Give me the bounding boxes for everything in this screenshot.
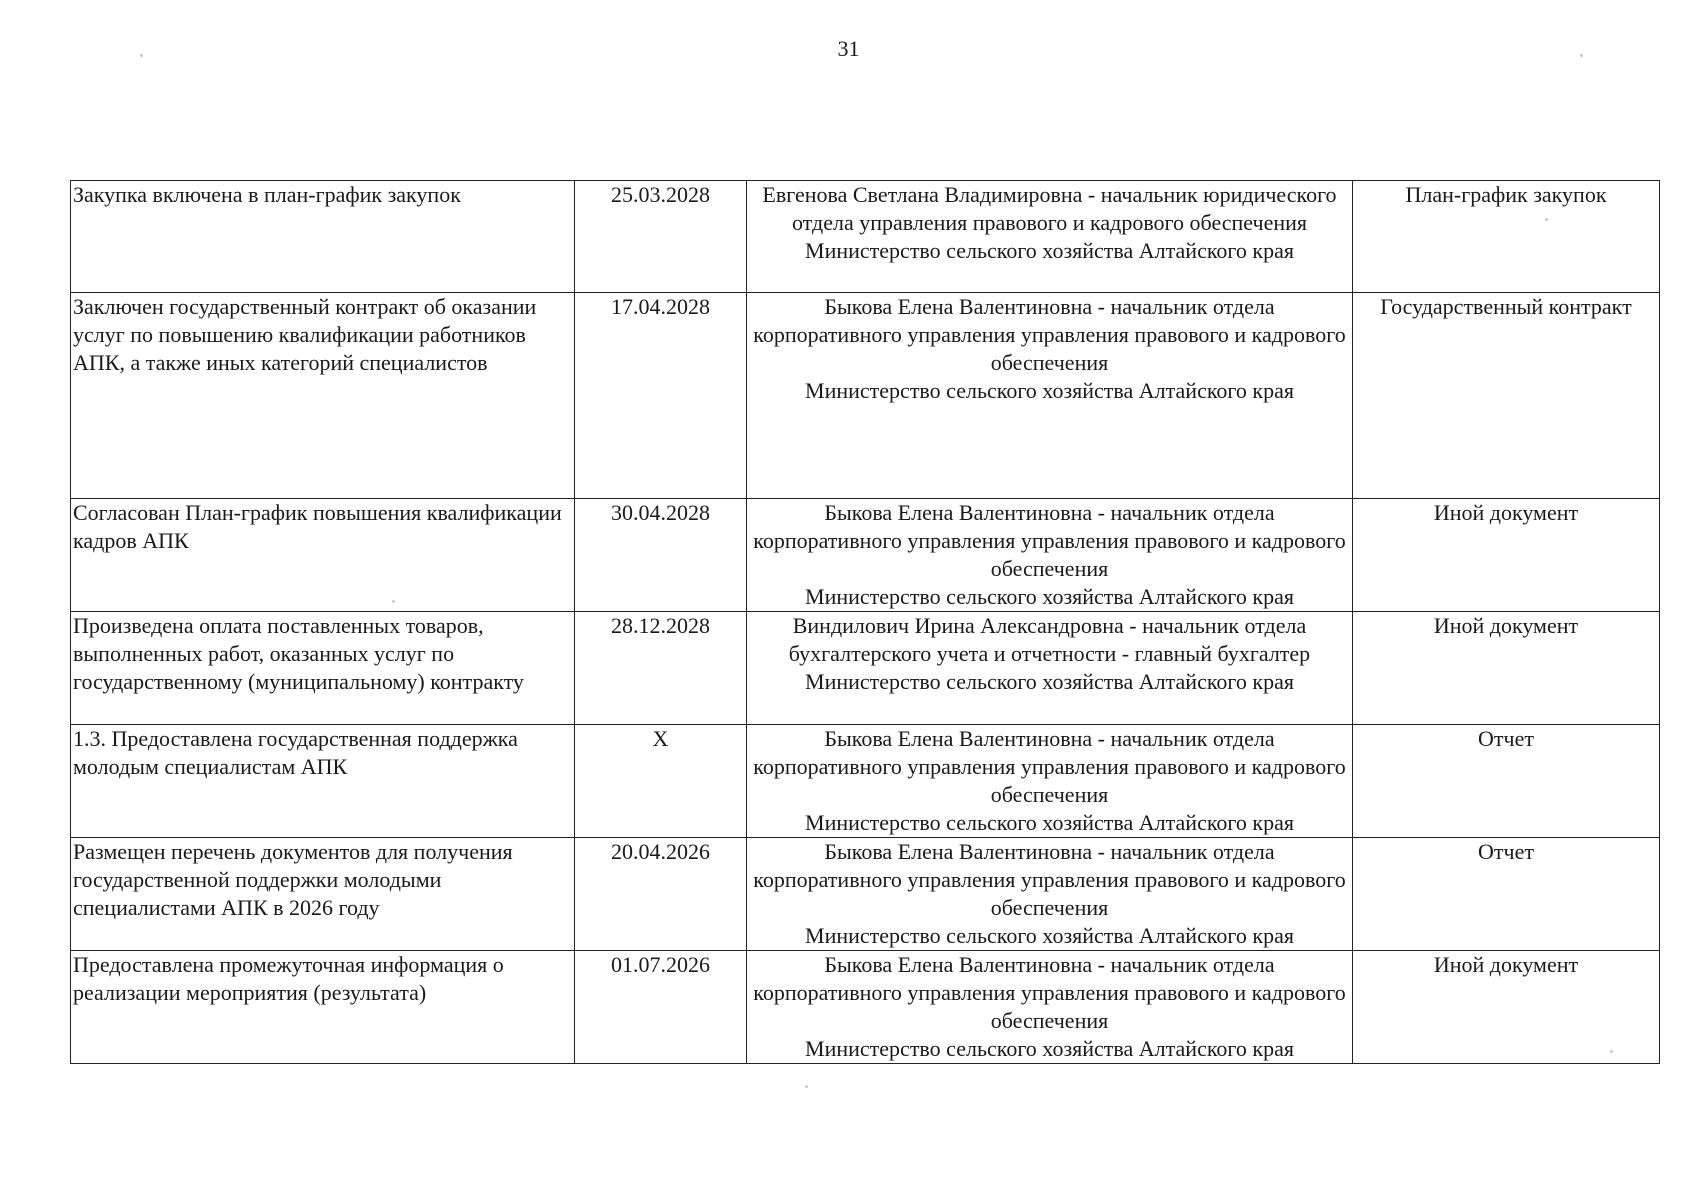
responsible-cell (747, 293, 1353, 499)
event-cell: Заключен государственный контракт об оказании услуг по повышению квалификации работников АПК, а также иных категорий специалистов (71, 293, 575, 499)
responsible-cell (747, 951, 1353, 1064)
responsible-cell (747, 838, 1353, 951)
responsible-person: Виндилович Ирина Александровна - начальник отдела бухгалтерского учета и отчетности - главный бухгалтер (788, 613, 1311, 666)
responsible-person: Быкова Елена Валентиновна - начальник отдела корпоративного управления управления правового и кадрового обеспечения (753, 726, 1346, 807)
responsible-organization: Министерство сельского хозяйства Алтайского края (805, 810, 1294, 835)
responsible-organization: Министерство сельского хозяйства Алтайского края (805, 378, 1294, 403)
scan-speck (1610, 1050, 1613, 1053)
table-row (71, 725, 1660, 838)
responsible-organization: Министерство сельского хозяйства Алтайского края (805, 669, 1294, 694)
document-type-cell: Иной документ (1353, 612, 1660, 725)
date-cell: 01.07.2026 (575, 951, 747, 1064)
document-type-cell: Государственный контракт (1353, 293, 1660, 499)
responsible-person: Быкова Елена Валентиновна - начальник отдела корпоративного управления управления правового и кадрового обеспечения (753, 839, 1346, 920)
event-cell: Размещен перечень документов для получения государственной поддержки молодыми специалистами АПК в 2026 году (71, 838, 575, 951)
page-number: 31 (837, 36, 860, 61)
scan-speck (140, 54, 143, 57)
event-cell: Закупка включена в план-график закупок (71, 181, 575, 293)
responsible-cell (747, 612, 1353, 725)
event-cell: Предоставлена промежуточная информация о реализации мероприятия (результата) (71, 951, 575, 1064)
date-cell: 28.12.2028 (575, 612, 747, 725)
responsible-person: Быкова Елена Валентиновна - начальник отдела корпоративного управления управления правового и кадрового обеспечения (753, 294, 1346, 375)
table-row (71, 951, 1660, 1064)
responsible-person: Быкова Елена Валентиновна - начальник отдела корпоративного управления управления правового и кадрового обеспечения (753, 952, 1346, 1033)
document-type-cell: Иной документ (1353, 499, 1660, 612)
table-row (71, 499, 1660, 612)
date-cell: X (575, 725, 747, 838)
responsible-person: Быкова Елена Валентиновна - начальник отдела корпоративного управления управления правового и кадрового обеспечения (753, 500, 1346, 581)
table-row (71, 181, 1660, 293)
responsible-organization: Министерство сельского хозяйства Алтайского края (805, 584, 1294, 609)
table-row (71, 612, 1660, 725)
event-cell: Произведена оплата поставленных товаров, выполненных работ, оказанных услуг по государственному (муниципальному) контракту (71, 612, 575, 725)
date-cell: 17.04.2028 (575, 293, 747, 499)
control-points-table (70, 180, 1660, 1064)
event-cell: Согласован План-график повышения квалификации кадров АПК (71, 499, 575, 612)
table-row (71, 838, 1660, 951)
date-cell: 25.03.2028 (575, 181, 747, 293)
responsible-organization: Министерство сельского хозяйства Алтайского края (805, 923, 1294, 948)
document-type-cell: Отчет (1353, 725, 1660, 838)
responsible-cell (747, 181, 1353, 293)
responsible-cell (747, 725, 1353, 838)
responsible-cell (747, 499, 1353, 612)
responsible-organization: Министерство сельского хозяйства Алтайского края (805, 1036, 1294, 1061)
date-cell: 30.04.2028 (575, 499, 747, 612)
document-type-cell: Отчет (1353, 838, 1660, 951)
table-row (71, 293, 1660, 499)
scan-speck (392, 600, 395, 603)
responsible-person: Евгенова Светлана Владимировна - начальник юридического отдела управления правового и кадрового обеспечения (762, 182, 1337, 235)
document-type-cell: План-график закупок (1353, 181, 1660, 293)
scan-speck (1545, 218, 1548, 221)
scan-speck (805, 1085, 808, 1088)
responsible-organization: Министерство сельского хозяйства Алтайского края (805, 238, 1294, 263)
document-type-cell: Иной документ (1353, 951, 1660, 1064)
date-cell: 20.04.2026 (575, 838, 747, 951)
event-cell: 1.3. Предоставлена государственная поддержка молодым специалистам АПК (71, 725, 575, 838)
scan-speck (1580, 54, 1583, 57)
